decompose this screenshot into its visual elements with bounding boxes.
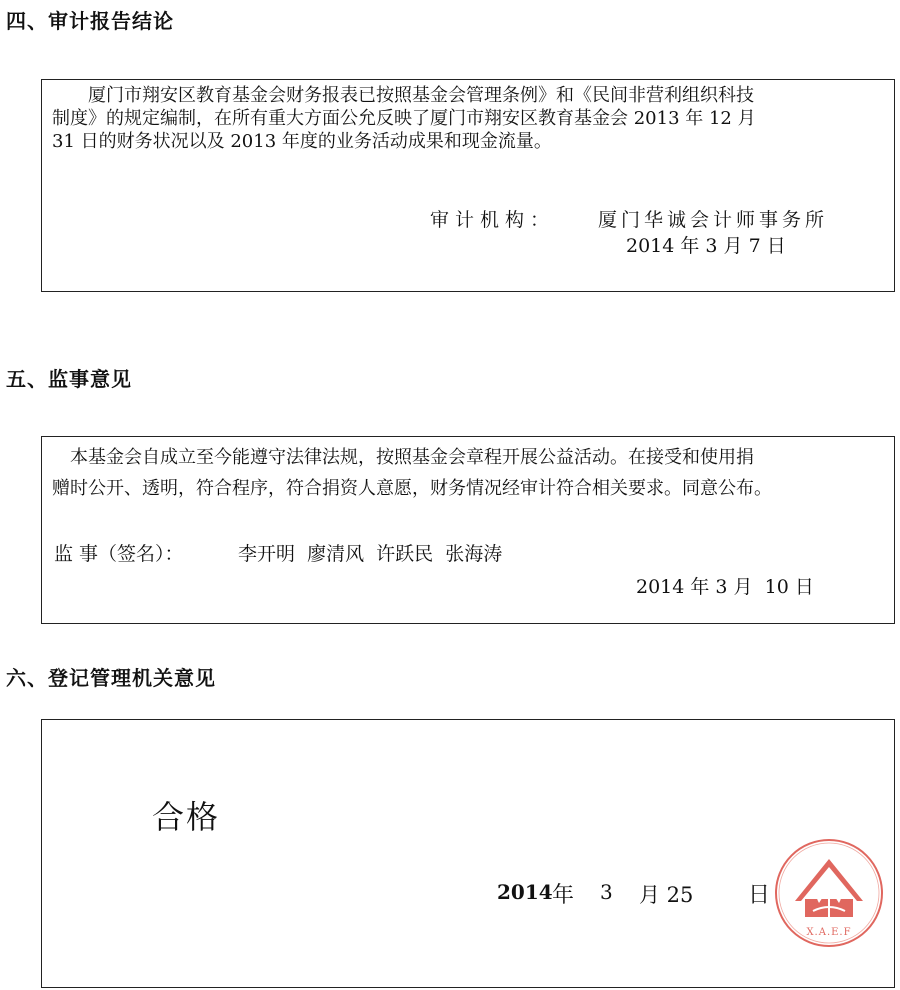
supervisor-label: 监 事（签名）： (54, 543, 184, 565)
registration-date-month: 3 (600, 880, 613, 904)
supervisor-names: 李开明 廖清风 许跃民 张海涛 (238, 543, 503, 565)
audit-line-1: 厦门市翔安区教育基金会财务报表已按照基金会管理条例》和《民间非营利组织科技 (52, 85, 754, 106)
supervisor-line-2: 赠时公开、透明，符合程序，符合捐资人意愿，财务情况经审计符合相关要求。同意公布。 (52, 478, 772, 499)
supervisor-opinion-box (41, 436, 895, 624)
audit-line-3: 31 日的财务状况以及 2013 年度的业务活动成果和现金流量。 (52, 131, 552, 152)
registration-opinion: 合格 (152, 798, 221, 836)
registration-opinion-box (41, 719, 895, 988)
registration-date-nian: 年 (552, 883, 575, 908)
foundation-seal-icon (773, 837, 885, 953)
section-5-heading: 五、监事意见 (6, 367, 132, 391)
supervisor-date: 2014 年 3 月 10 日 (636, 576, 814, 598)
supervisor-opinion-text (52, 442, 890, 504)
registration-date-ri: 日 (748, 883, 771, 908)
auditor-label: 审计机构： (430, 209, 556, 231)
registration-date-year: 2014 (497, 880, 553, 904)
section-4-heading: 四、审计报告结论 (6, 9, 174, 33)
audit-conclusion-text (52, 84, 886, 153)
audit-line-2: 制度》的规定编制，在所有重大方面公允反映了厦门市翔安区教育基金会 2013 年 12 月 (52, 108, 756, 129)
section-6-heading: 六、登记管理机关意见 (6, 666, 216, 690)
supervisor-line-1: 本基金会自成立至今能遵守法律法规，按照基金会章程开展公益活动。在接受和使用捐 (52, 447, 754, 468)
seal-text: X.A.E.F (806, 927, 852, 938)
audit-conclusion-box (41, 79, 895, 292)
registration-date-yue: 月 25 (639, 883, 694, 907)
auditor-name: 厦门华诚会计师事务所 (598, 209, 829, 231)
audit-date: 2014 年 3 月 7 日 (626, 235, 786, 257)
